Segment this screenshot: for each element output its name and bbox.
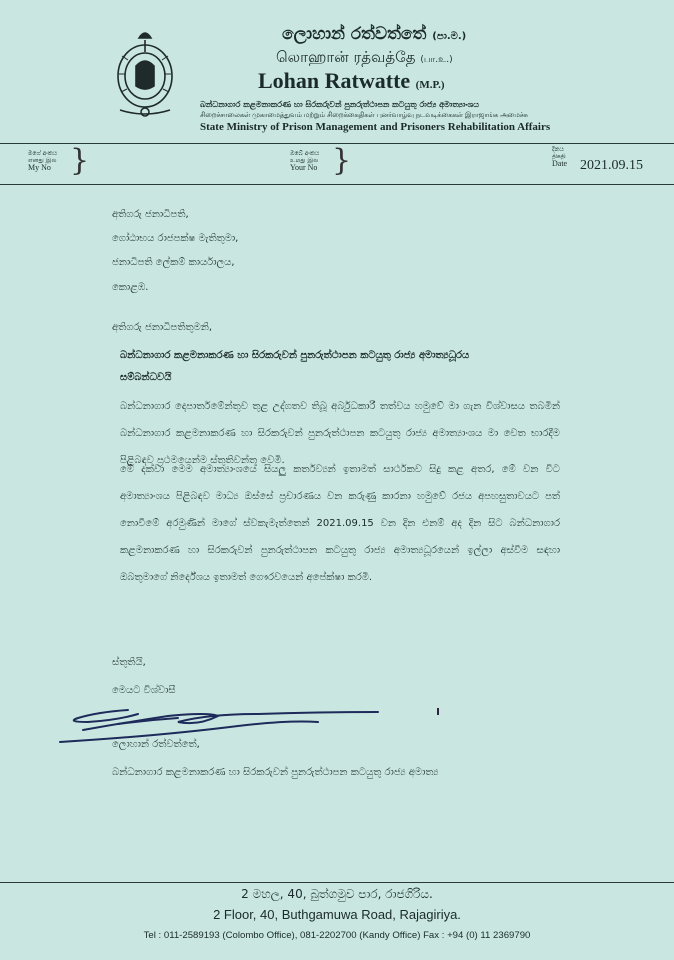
ministry-english: State Ministry of Prison Management and Prisoners Rehabilitation Affairs bbox=[200, 121, 551, 133]
closing-thanks: ස්තුතියි, bbox=[112, 657, 146, 668]
my-no-ta: எனது இல bbox=[28, 157, 57, 164]
footer-contact: Tel : 011-2589193 (Colombo Office), 081-2202700 (Kandy Office) Fax : +94 (0) 11 2369790 bbox=[143, 930, 531, 941]
closing-faithfully: මෙයට විශ්වාසී bbox=[112, 685, 176, 696]
date-si: දිනය bbox=[552, 146, 564, 153]
name-sinhala bbox=[282, 24, 466, 44]
name-english-text: Lohan Ratwatte bbox=[258, 68, 411, 93]
ministry-tamil: சிறைச்சாலைகள் முகாமைத்துவம் மற்றும் சிறைக்கைதிகள் புனர்வாழ்வு நடவடிக்கைகள் இராஜாங்க அமைச்சு bbox=[200, 111, 528, 119]
your-no-si: ඔබේ අංකය bbox=[290, 150, 320, 157]
name-sinhala-text: ලොහාන් රත්වත්තේ bbox=[282, 24, 427, 44]
name-tamil bbox=[276, 48, 453, 68]
signatory-name: ලොහාන් රත්වත්තේ, bbox=[112, 739, 200, 750]
footer-address-english: 2 Floor, 40, Buthgamuwa Road, Rajagiriya. bbox=[213, 907, 461, 922]
my-no-brace: } bbox=[70, 143, 90, 178]
recipient-line-4: කොළඹ. bbox=[112, 282, 149, 293]
ink-mark bbox=[437, 708, 439, 715]
recipient-line-2: ගෝඨාභය රාජපක්ෂ මැතිතුමා, bbox=[112, 233, 239, 244]
your-no-brace: } bbox=[332, 143, 352, 178]
salutation: අතිගරු ජනාධිපතිතුමනි, bbox=[112, 322, 213, 333]
recipient-line-3: ජනාධිපති ලේකම් කාර්යාලය, bbox=[112, 257, 235, 268]
my-no-si: මගේ අංකය bbox=[28, 150, 58, 157]
date-en: Date bbox=[552, 159, 568, 168]
paragraph-2: මේ දක්වා මෙම අමාත්‍යාංශයේ සියලු කර්තව්‍යන් ඉතාමත් සාර්ථකව සිදු කළ අතර, මේ වන විට අමාත්‍යාංශය පිළිබඳව මාධ්‍ය ඔස්සේ ප්‍රචාරණය වන කරුණු කාරනා හමුවේ රජය අපහසුතාවයට පත් නොවීමේ අරමුණින් මාගේ ස්වකැමැත්තෙන් 2021.09.15 වන දින එනම් අද දින සිට බන්ධනාගාර කළමනාකරණ හා සිරකරුවන් පුනරුත්ථාපන කටයුතු රාජ්‍ය අමාත්‍යධූරයෙන් ඉල්ලා අස්වීම සඳහා ඔබතුමාගේ නිර්දේශය ඉතාමත් ගෞරවයෙන් අපේක්ෂා කරමි. bbox=[120, 464, 560, 583]
sri-lanka-emblem-icon bbox=[112, 26, 178, 118]
my-no-en: My No bbox=[28, 163, 51, 172]
recipient-line-1: අතිගරු ජනාධිපති, bbox=[112, 209, 189, 220]
paragraph-1: බන්ධනාගාර දෙපාර්තමේන්තුව තුළ උද්ගතව තිබූ අර්බුධකාරී තත්වය හමුවේ මා ගැන විශ්වාසය තබමින් බන්ධනාගාර කළමනාකරණ හා සිරකරුවන් පුනරුත්ථාපන කටයුතු රාජ්‍ය අමාත්‍යාංශය මා වෙත භාරදීම පිළිබඳව ප්‍රථමයෙන්ම ස්තුතිවන්ත වෙමි. bbox=[120, 401, 560, 466]
date-label bbox=[552, 146, 567, 167]
subject-line-2: සම්බන්ධවයි bbox=[120, 372, 172, 383]
your-no-ta: உமது இல bbox=[290, 157, 319, 164]
your-no-en: Your No bbox=[290, 163, 318, 172]
suffix-sinhala: (පා.ම.) bbox=[432, 31, 467, 42]
suffix-english: (M.P.) bbox=[415, 79, 445, 91]
footer-divider bbox=[0, 882, 674, 883]
reference-divider bbox=[0, 184, 674, 185]
your-no-label bbox=[290, 150, 319, 171]
name-tamil-text: லொஹான் ரத்வத்தே bbox=[276, 48, 416, 66]
date-value: 2021.09.15 bbox=[580, 158, 643, 173]
name-english bbox=[258, 68, 445, 94]
footer-address-sinhala: 2 මහල, 40, බුත්ගමුව පාර, රාජගිරිය. bbox=[241, 887, 433, 901]
my-no-label bbox=[28, 150, 57, 171]
suffix-tamil: (பா.உ.) bbox=[420, 55, 453, 65]
subject-line-1: බන්ධනාගාර කළමනාකරණ හා සිරකරුවන් පුනරුත්ථාපන කටයුතු රාජ්‍ය අමාත්‍යධූරය bbox=[120, 350, 470, 361]
date-ta: திகதி bbox=[552, 153, 566, 160]
ministry-sinhala: බන්ධනාගාර කළමනාකරණ හා සිරකරුවන් පුනරුත්ථාපන කටයුතු රාජ්‍ය අමාත්‍යාංශය bbox=[200, 100, 480, 109]
signatory-title: බන්ධනාගාර කළමනාකරණ හා සිරකරුවන් පුනරුත්ථාපන කටයුතු රාජ්‍ය අමාත්‍ය bbox=[112, 767, 439, 778]
